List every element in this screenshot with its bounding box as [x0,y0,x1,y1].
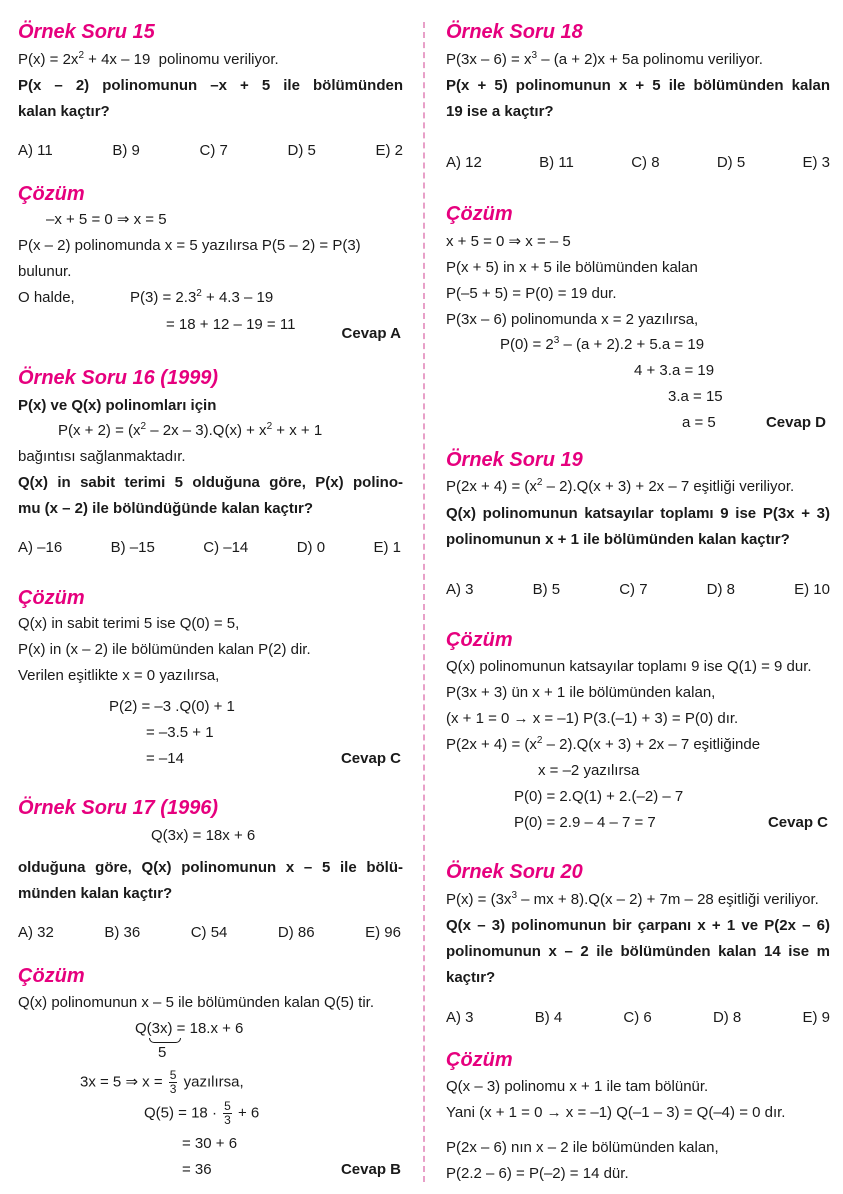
choice-e: E) 96 [365,924,401,941]
q19-sol-line1: Q(x) polinomunun katsayılar toplamı 9 ise Q(1) = 9 dur. [446,658,812,675]
q19-sol-line4: $P(2x + 4) = (x^2 - 2).Q(x + 3) + 2x - 7$ eşitliğinde [446,735,761,753]
choice-a: A) 11 [18,142,53,159]
choice-c: C) 6 [623,1009,652,1026]
q16-question-line2: mu (x – 2) ile bölündüğünde kalan kaçtır? [18,500,314,517]
q16-eq2: = –3.5 + 1 [146,724,214,741]
q17-question-line2: münden kalan kaçtır? [18,885,173,902]
q15-sol-line1: –x + 5 = 0 ⇒ x = 5 [46,211,167,228]
q16-line3: bağıntısı sağlanmaktadır. [18,448,186,465]
q18-sol-line4: P(3x – 6) polinomunda x = 2 yazılırsa, [446,311,699,328]
q16-sol-line1: Q(x) in sabit terimi 5 ise Q(0) = 5, [18,615,240,632]
choice-e: E) 2 [375,142,403,159]
choice-a: A) 12 [446,154,482,171]
choice-d: D) 5 [287,142,316,159]
choice-b: B) 36 [104,924,141,941]
choice-c: C) –14 [203,539,249,556]
q20-question-line2: polinomunun x – 2 ile bölümünden kalan 14 ise m [446,943,830,960]
q18-sol-line2: P(x + 5) in x + 5 ile bölümünden kalan [446,259,698,276]
q18-solution-heading: Çözüm [446,203,513,225]
q16-solution-heading: Çözüm [18,587,85,609]
q16-eq3: = –14 [146,750,184,767]
choice-b: B) 9 [112,142,140,159]
q19-question-line1: Q(x) polinomunun katsayılar toplamı 9 ise P(3x + 3) [446,505,830,522]
q19-sol-line3: (x + 1 = 0 → x = –1) P(3.(–1) + 3) = P(0) dır. [446,710,739,727]
q16-heading: Örnek Soru 16 (1999) [18,367,219,389]
q18-question-line1: P(x + 5) polinomunun x + 5 ile bölümünden kalan [446,77,830,94]
q18-heading: Örnek Soru 18 [446,21,583,43]
q20-question-line1: Q(x – 3) polinomunun bir çarpanı x + 1 ve P(2x – 6) [446,917,830,934]
q18-sol-line1: x + 5 = 0 ⇒ x = – 5 [446,233,571,250]
choice-a: A) 3 [446,581,474,598]
choice-b: B) 11 [539,154,574,171]
choice-c: C) 7 [199,142,228,159]
q20-choices [446,1008,830,1028]
q15-given: $P(x) = 2x^2 + 4x - 19$ polinomu veriliyor. [18,50,279,68]
q16-answer: Cevap C [340,750,401,767]
choice-e: E) 10 [794,581,830,598]
q20-heading: Örnek Soru 20 [446,861,583,883]
q17-heading: Örnek Soru 17 (1996) [18,797,219,819]
choice-e: E) 3 [802,154,830,171]
q18-eq1: $P(0) = 2^3 - (a + 2).2 + 5.a = 19$ [500,335,705,353]
q19-sol-line2: P(3x + 3) ün x + 1 ile bölümünden kalan, [446,684,716,701]
q18-choices [446,153,830,173]
q19-choices [446,580,830,600]
choice-e: E) 1 [373,539,401,556]
q17-sol-line: Q(x) polinomunun x – 5 ile bölümünden kalan Q(5) tir. [18,994,375,1011]
q17-solution-heading: Çözüm [18,965,85,987]
q18-sol-line3: P(–5 + 5) = P(0) = 19 dur. [446,285,617,302]
q17-answer: Cevap B [340,1161,401,1178]
q15-sol-line4: O halde, [18,289,75,306]
q15-answer: Cevap A [341,325,401,342]
q17-given: Q(3x) = 18x + 6 [151,827,256,844]
q15-question-line1: P(x – 2) polinomunun –x + 5 ile bölümünden [18,77,403,94]
choice-a: A) 3 [446,1009,474,1026]
q19-sol-line5: x = –2 yazılırsa [538,762,640,779]
column-divider [423,22,425,1182]
choice-d: D) 0 [296,539,326,556]
q16-sol-line3: Verilen eşitlikte x = 0 yazılırsa, [18,667,220,684]
choice-b: B) –15 [110,539,155,556]
q16-eq1: P(2) = –3 .Q(0) + 1 [109,698,235,715]
q15-sol-line2: P(x – 2) polinomunda x = 5 yazılırsa P(5 – 2) = P(3) [18,237,361,254]
q17-eq5: = 36 [182,1161,212,1178]
q18-eq3: 3.a = 15 [668,388,723,405]
q20-sol-line4: P(2.2 – 6) = P(–2) = 14 dür. [446,1165,629,1182]
q18-eq4: a = 5 [682,414,716,431]
q19-given: $P(2x + 4) = (x^2 - 2).Q(x + 3) + 2x - 7$ eşitliği veriliyor. [446,477,795,495]
q20-sol-line2: Yani (x + 1 = 0 → x = –1) Q(–1 – 3) = Q(–4) = 0 dır. [446,1104,786,1121]
q16-sol-line2: P(x) in (x – 2) ile bölümünden kalan P(2) dir. [18,641,311,658]
q20-given: $P(x) = (3x^3$ – mx + 8).Q(x – 2) + 7m – 28 eşitliği veriliyor. [446,890,819,908]
choice-c: C) 8 [631,154,660,171]
q15-eq1: $P(3) = 2.3^2 + 4.3 - 19$ [130,288,274,306]
choice-d: D) 5 [716,154,746,171]
q16-equation: $P(x + 2) = (x^2 - 2x - 3).Q(x) + x^2 + x + 1$ [58,421,323,439]
q17-choices [18,923,401,943]
q19-answer: Cevap C [767,814,828,831]
choice-d: D) 8 [706,581,735,598]
fraction: $\frac{5}{3}$ [224,1099,231,1127]
q19-eq1: P(0) = 2.Q(1) + 2.(–2) – 7 [514,788,684,805]
q17-eq1: Q(3x) = 18.x + 6 [135,1020,244,1037]
q15-choices [18,141,403,161]
q18-eq2: 4 + 3.a = 19 [634,362,715,379]
q16-question-line1: Q(x) in sabit terimi 5 olduğuna göre, P(x) polino- [18,474,403,491]
q18-answer: Cevap D [765,414,826,431]
q17-question-line1: olduğuna göre, Q(x) polinomunun x – 5 ile bölü- [18,859,403,876]
choice-c: C) 7 [619,581,648,598]
q18-given: $P(3x - 6) = x^3 - (a + 2)x + 5a$ polinomu veriliyor. [446,50,763,68]
choice-a: A) 32 [18,924,54,941]
q20-question-line3: kaçtır? [446,969,496,986]
choice-b: B) 5 [532,581,561,598]
q19-heading: Örnek Soru 19 [446,449,583,471]
choice-c: C) 54 [190,924,228,941]
q16-line1: P(x) ve Q(x) polinomları için [18,397,217,414]
fraction: $\frac{5}{3}$ [169,1068,177,1096]
q19-question-line2: polinomunun x + 1 ile bölümünden kalan kaçtır? [446,531,790,548]
q15-question-line2: kalan kaçtır? [18,103,110,120]
q16-choices [18,538,401,558]
q15-sol-line3: bulunur. [18,263,72,280]
q19-solution-heading: Çözüm [446,629,513,651]
q20-sol-line1: Q(x – 3) polinomu x + 1 ile tam bölünür. [446,1078,709,1095]
choice-d: D) 8 [712,1009,742,1026]
q17-eq2: 3x = 5 ⇒ x = $\frac{5}{3}$ yazılırsa, [80,1068,244,1096]
q20-sol-line3: P(2x – 6) nın x – 2 ile bölümünden kalan, [446,1139,719,1156]
choice-b: B) 4 [534,1009,563,1026]
q17-eq4: = 30 + 6 [182,1135,238,1152]
q17-eq3: Q(5) = 18 · $\frac{5}{3}$ + 6 [144,1099,260,1127]
choice-a: A) –16 [18,539,63,556]
choice-d: D) 86 [277,924,315,941]
q15-solution-heading: Çözüm [18,183,85,205]
q15-eq2: = 18 + 12 – 19 = 11 [166,316,296,333]
q18-question-line2: 19 ise a kaçtır? [446,103,554,120]
q19-eq2: P(0) = 2.9 – 4 – 7 = 7 [514,814,656,831]
q20-solution-heading: Çözüm [446,1049,513,1071]
q15-heading: Örnek Soru 15 [18,21,155,43]
choice-e: E) 9 [802,1009,830,1026]
q17-underbrace-label: 5 [158,1044,167,1061]
